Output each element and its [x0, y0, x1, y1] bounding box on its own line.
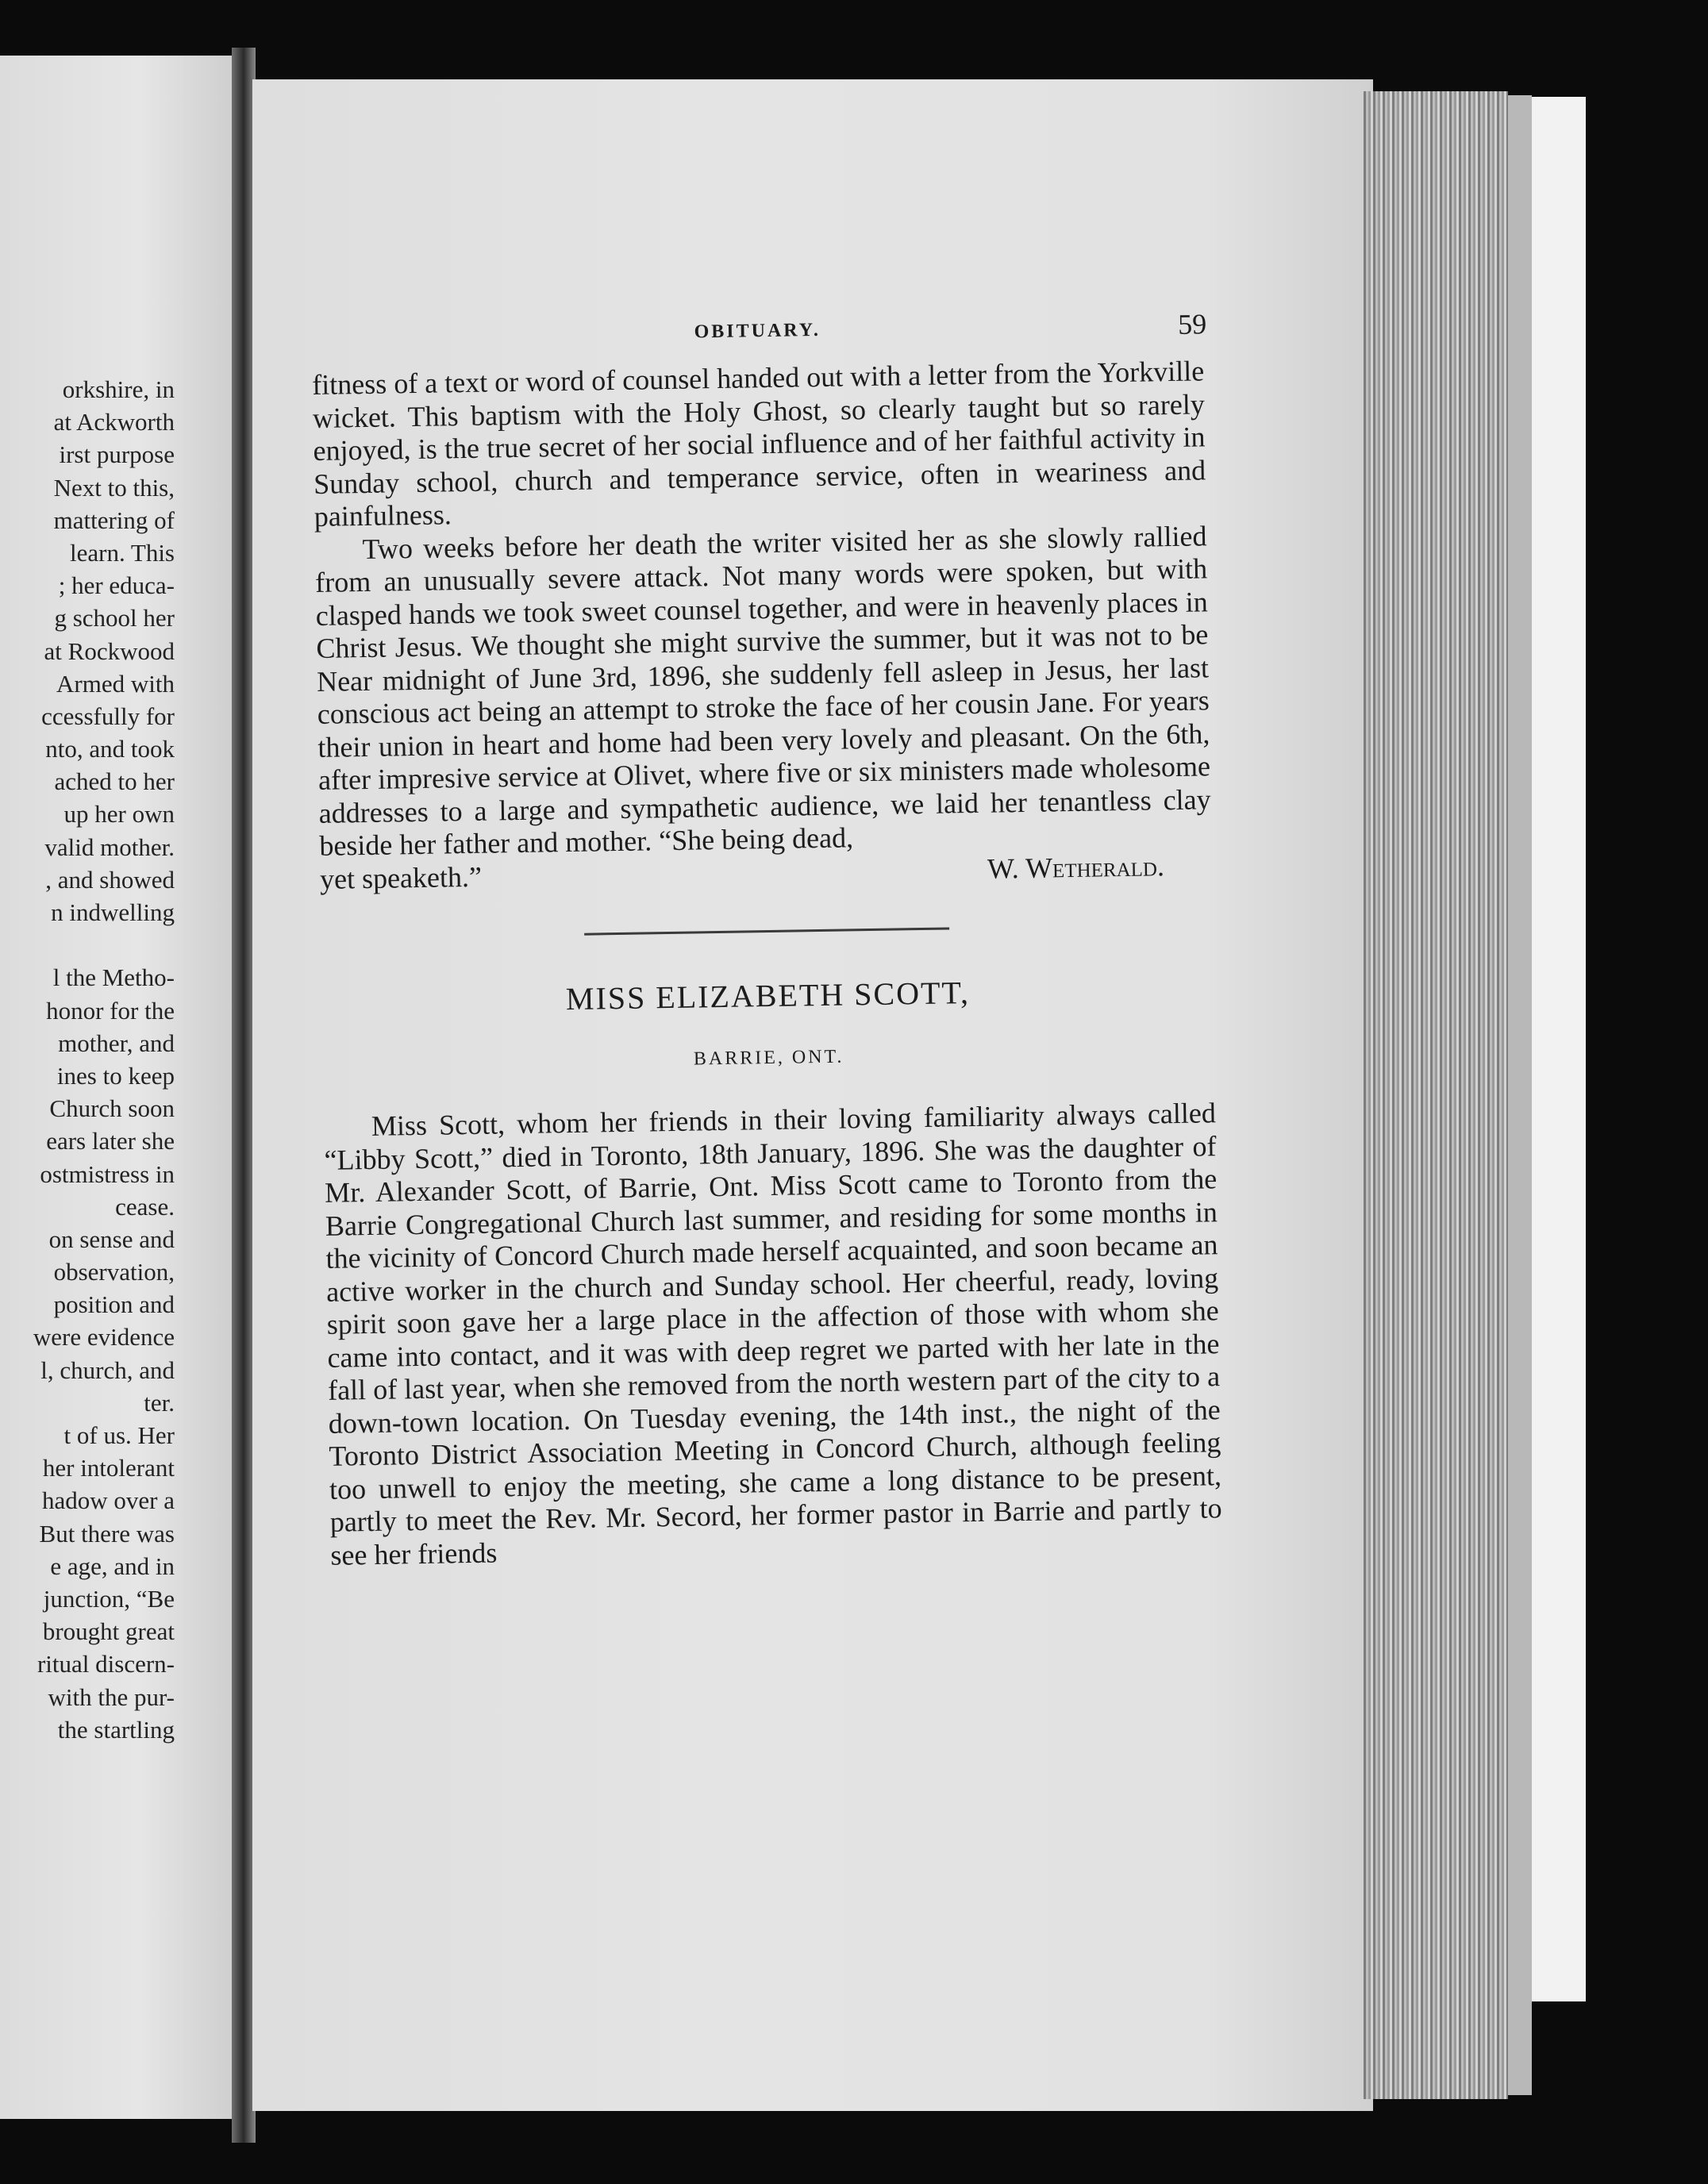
left-page-line: brought great — [42, 1617, 175, 1646]
left-page-line: ached to her — [54, 767, 175, 796]
left-page-line: n indwelling — [51, 898, 175, 926]
left-page-line: cease. — [115, 1192, 175, 1221]
left-page-line: orkshire, in — [62, 375, 175, 403]
left-page-line: mattering of — [53, 506, 175, 534]
left-page-line: honor for the — [46, 996, 175, 1025]
page-content — [311, 307, 1223, 1571]
left-page-line: position and — [53, 1290, 175, 1319]
left-page-line: ears later she — [46, 1127, 175, 1155]
left-page-line: learn. This — [69, 538, 175, 567]
obituary-body — [324, 1097, 1223, 1572]
obituary-continued — [312, 355, 1212, 863]
left-page-line: with the pur- — [48, 1682, 175, 1711]
left-page-line: ostmistress in — [40, 1159, 175, 1188]
left-page-line: junction, “Be — [43, 1584, 175, 1613]
left-page-line: at Ackworth — [53, 408, 175, 436]
closing-quote: yet speaketh.” — [319, 860, 483, 895]
left-page-line: But there was — [39, 1519, 175, 1548]
paragraph-continued: fitness of a text or word of counsel handed out with a letter from the Yorkville wicket. This baptism with the Holy Ghost, so clearly taught but so rarely enjoyed, is the true secret of her social influence and of her faithful activity in Sunday school, church and temperance service, often in weariness and painfulness. — [311, 355, 1206, 533]
left-page-line: hadow over a — [42, 1486, 175, 1515]
left-page-line: valid mother. — [44, 832, 175, 861]
left-page-line: up her own — [63, 800, 175, 829]
left-page-line: l the Metho- — [52, 963, 175, 992]
left-page-line: on sense and — [48, 1225, 175, 1253]
left-page-line: observation, — [53, 1258, 175, 1286]
left-page-line: were evidence — [33, 1323, 175, 1352]
obituary-heading: MISS ELIZABETH SCOTT, — [565, 975, 971, 1017]
section-divider — [584, 927, 949, 935]
left-page-line: ; her educa- — [58, 571, 175, 600]
left-page-line: irst purpose — [59, 440, 175, 469]
left-page-text-column — [0, 373, 175, 1746]
left-page — [0, 56, 232, 2119]
left-page-line: ter. — [144, 1388, 175, 1417]
left-page-line: e age, and in — [50, 1551, 175, 1580]
left-page-line: at Rockwood — [44, 636, 175, 665]
left-page-line: ritual discern- — [37, 1650, 175, 1678]
left-page-line: Next to this, — [53, 473, 175, 502]
left-page-line: mother, and — [58, 1029, 175, 1057]
left-page-line — [0, 929, 175, 961]
left-page-line: the startling — [57, 1715, 175, 1744]
paragraph-last-visit: Two weeks before her death the writer visited her as she slowly rallied from an unusually severe attack. Not many words were spoken, but with clasped hands we took sweet counsel together, and were in heavenly places in Christ Jesus. We thought she might survive the summer, but it was not to be Near midnight of June 3rd, 1896, she suddenly fell asleep in Jesus, her last conscious act being an attempt to stroke the face of her cousin Jane. For years their union in heart and home had been very lovely and pleasant. On the 6th, after impresive service at Olivet, where five or six ministers made wholesome addresses to a large and sympathetic audience, we laid her tenantless clay beside her father and mother. “She being dead, — [314, 519, 1211, 862]
left-page-line: ccessfully for — [41, 702, 175, 730]
background-strip — [1532, 97, 1586, 2001]
obituary-subheading: BARRIE, ONT. — [693, 1046, 844, 1070]
left-page-line: ines to keep — [56, 1061, 175, 1090]
paragraph-body: Miss Scott, whom her friends in their loving familiarity always called “Libby Scott,” died in Toronto, 18th January, 1896. She was the daughter of Mr. Alexander Scott, of Barrie, Ont. Miss Scott came to Toronto from the Barrie Congregational Church last summer, and residing for some months in the vicinity of Concord Church made herself acquainted, and soon became an active worker in the church and Sunday school. Her cheerful, ready, loving spirit soon gave her a large place in the affection of those with whom she came into contact, and it was with deep regret we parted with her late in the fall of last year, when she removed from the north western part of the city to a down-town location. On Tuesday evening, the 14th inst., the night of the Toronto District Association Meeting in Concord Church, although feeling too unwell to enjoy the meeting, she came a long distance to be present, partly to meet the Rev. Mr. Secord, her former pastor in Barrie and partly to see her friends — [324, 1097, 1222, 1571]
left-page-line: her intolerant — [42, 1454, 175, 1482]
left-page-line: , and showed — [45, 865, 175, 894]
left-page-line: t of us. Her — [63, 1421, 175, 1449]
page-number: 59 — [1177, 308, 1207, 340]
left-page-line: g school her — [54, 604, 175, 633]
left-page-line: Armed with — [56, 669, 175, 698]
left-page-line: nto, and took — [45, 735, 175, 763]
left-page-line: l, church, and — [40, 1355, 175, 1384]
left-page-line: Church soon — [49, 1094, 175, 1123]
running-head-title: OBITUARY. — [694, 319, 821, 343]
page-edges — [1364, 91, 1508, 2099]
signature: W. Wetherald. — [987, 849, 1165, 885]
book-back-edge — [1508, 95, 1532, 2095]
